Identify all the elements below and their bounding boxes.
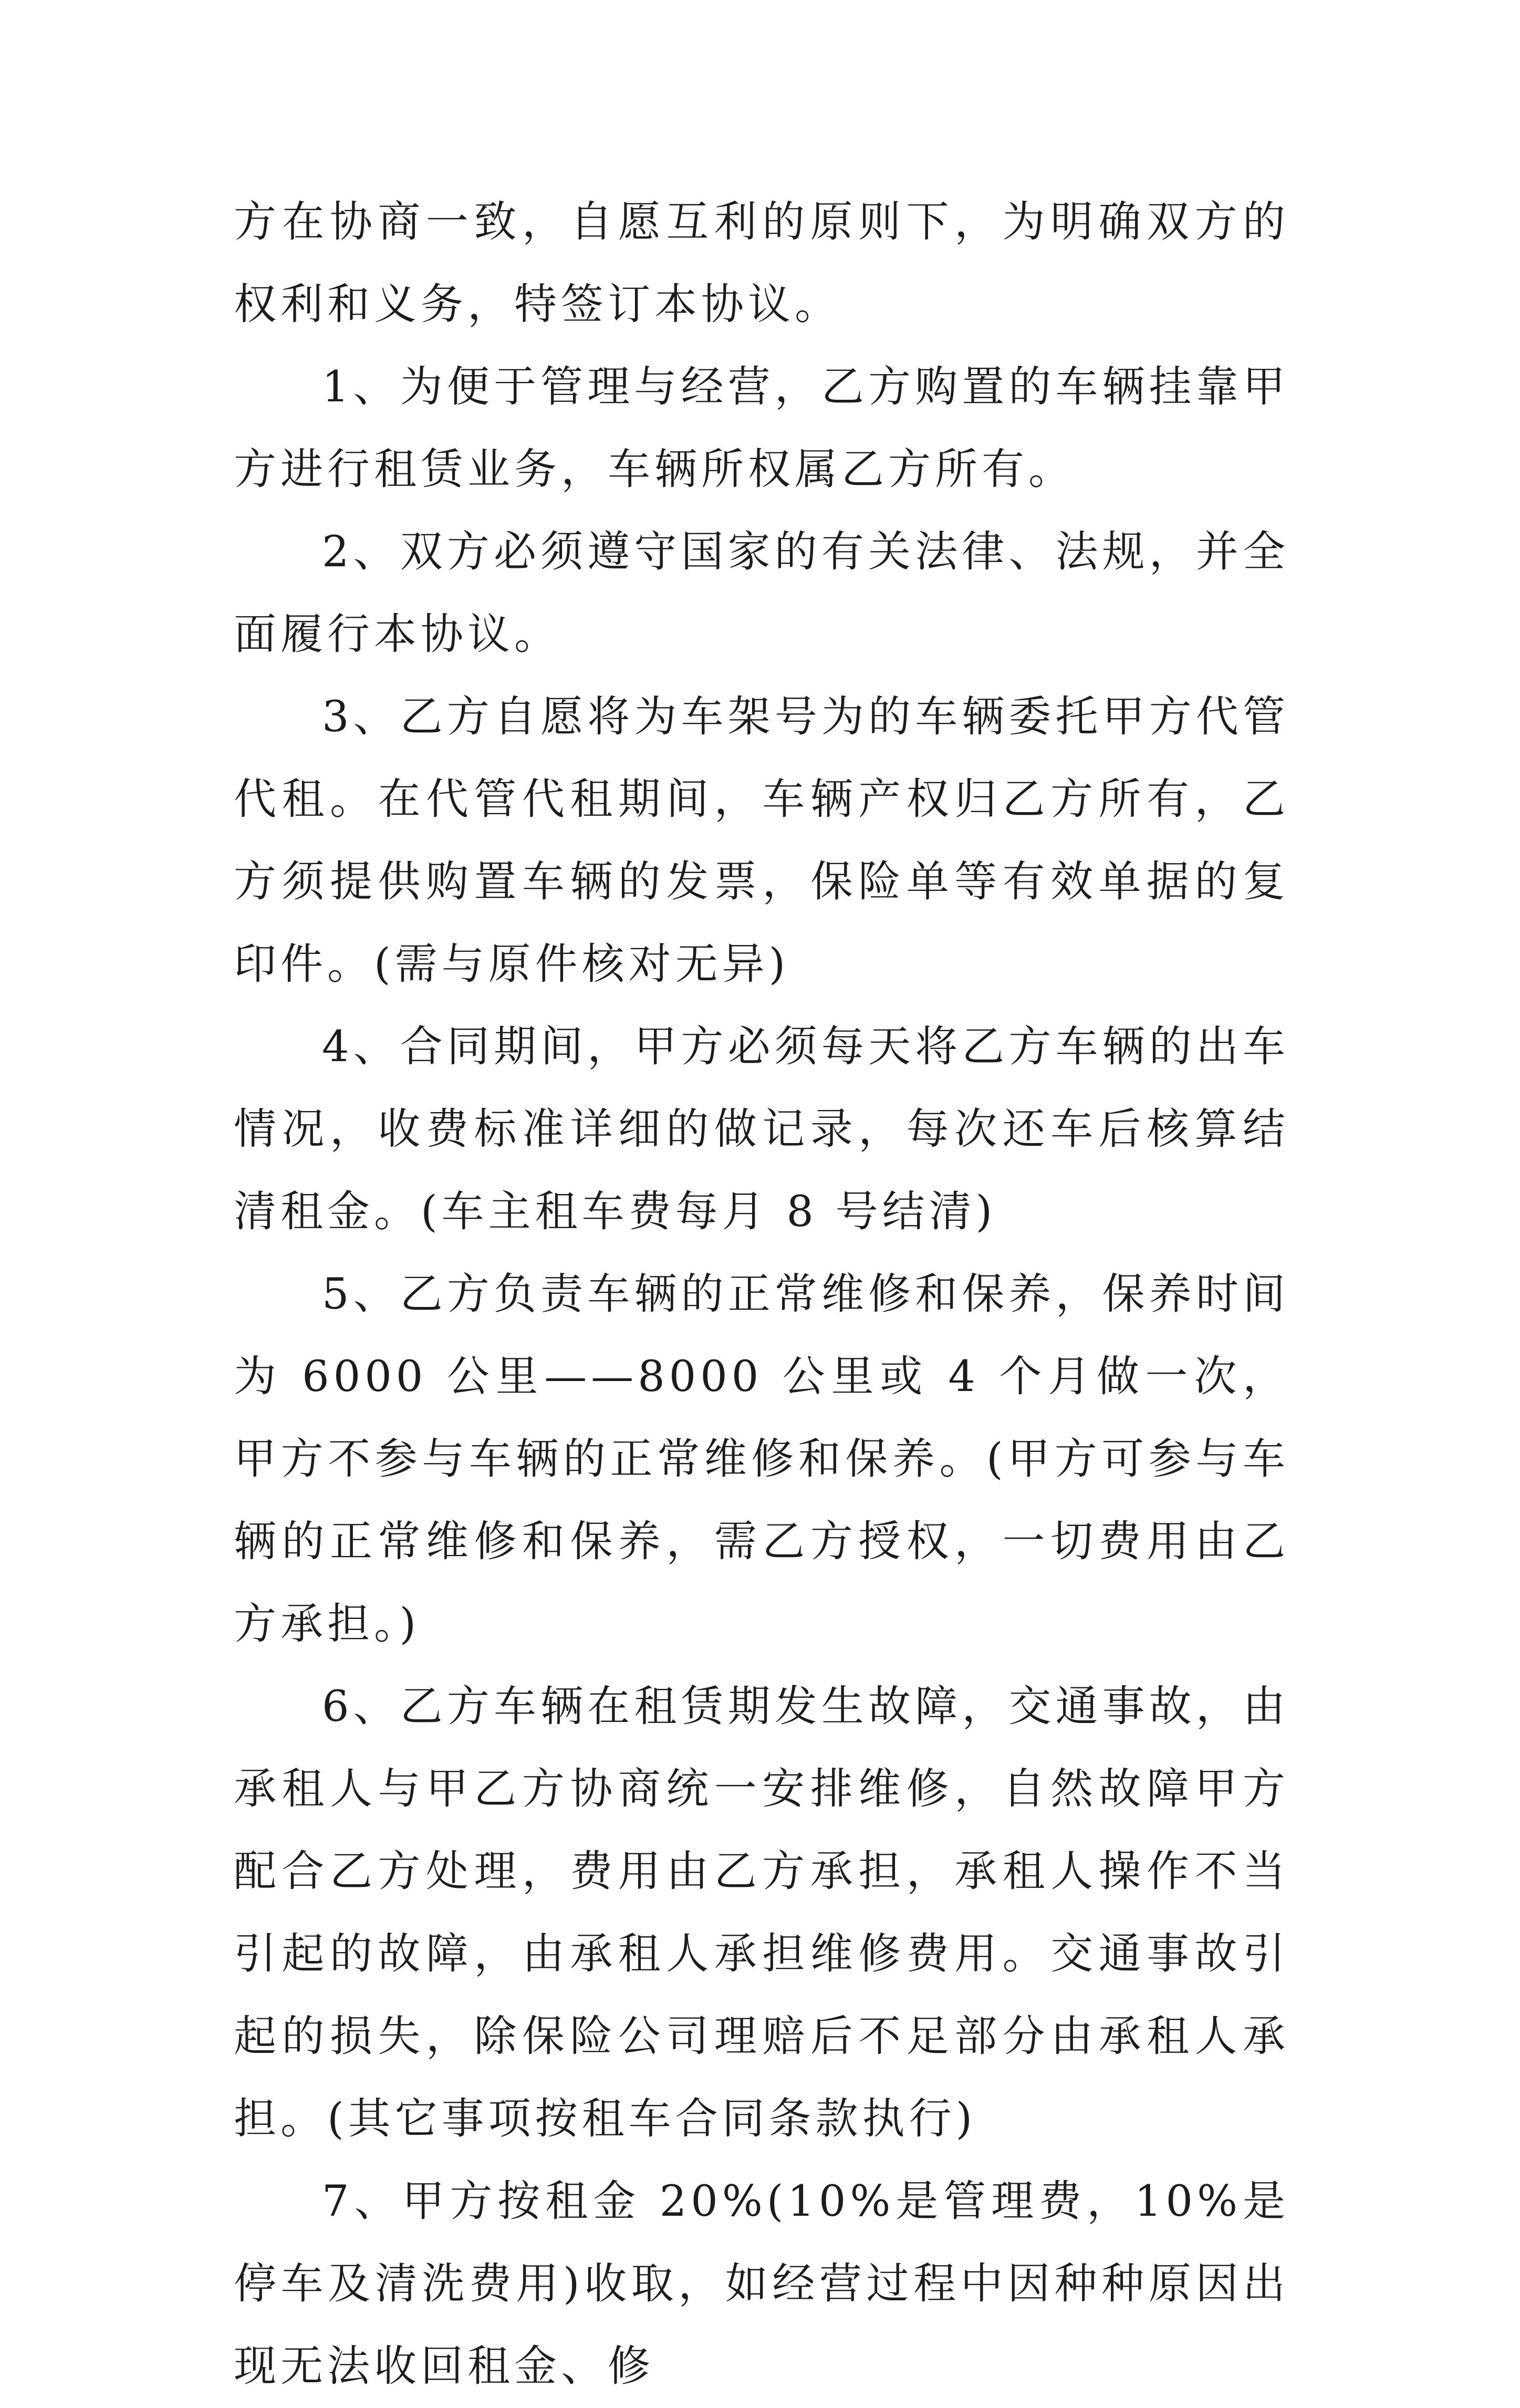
clause-4: 4、合同期间，甲方必须每天将乙方车辆的出车情况，收费标准详细的做记录，每次还车后核算结清租金。(车主租车费每月 8 号结清) bbox=[234, 1022, 1289, 1237]
clause-7: 7、甲方按租金 20%(10%是管理费，10%是停车及清洗费用)收取，如经营过程中因种种原因出现无法收回租金、修 bbox=[234, 2177, 1289, 2391]
clause-2: 2、双方必须遵守国家的有关法律、法规，并全面履行本协议。 bbox=[234, 527, 1289, 659]
clause-3: 3、乙方自愿将为车架号为的车辆委托甲方代管代租。在代管代租期间，车辆产权归乙方所有，乙方须提供购置车辆的发票，保险单等有效单据的复印件。(需与原件核对无异) bbox=[234, 692, 1289, 989]
clause-6: 6、乙方车辆在租赁期发生故障，交通事故，由承租人与甲乙方协商统一安排维修，自然故障甲方配合乙方处理，费用由乙方承担，承租人操作不当引起的故障，由承租人承担维修费用。交通事故引起的损失，除保险公司理赔后不足部分由承租人承担。(其它事项按租车合同条款执行) bbox=[234, 1682, 1289, 2144]
clause-1: 1、为便于管理与经营，乙方购置的车辆挂靠甲方进行租赁业务，车辆所权属乙方所有。 bbox=[234, 362, 1289, 494]
paragraph-continuation: 方在协商一致，自愿互利的原则下，为明确双方的权利和义务，特签订本协议。 bbox=[234, 198, 1289, 329]
clause-5: 5、乙方负责车辆的正常维修和保养，保养时间为 6000 公里——8000 公里或 4 个月做一次，甲方不参与车辆的正常维修和保养。(甲方可参与车辆的正常维修和保养，需乙方授权，一切费用由乙方承担。) bbox=[234, 1270, 1289, 1649]
document-body bbox=[234, 181, 1289, 2408]
